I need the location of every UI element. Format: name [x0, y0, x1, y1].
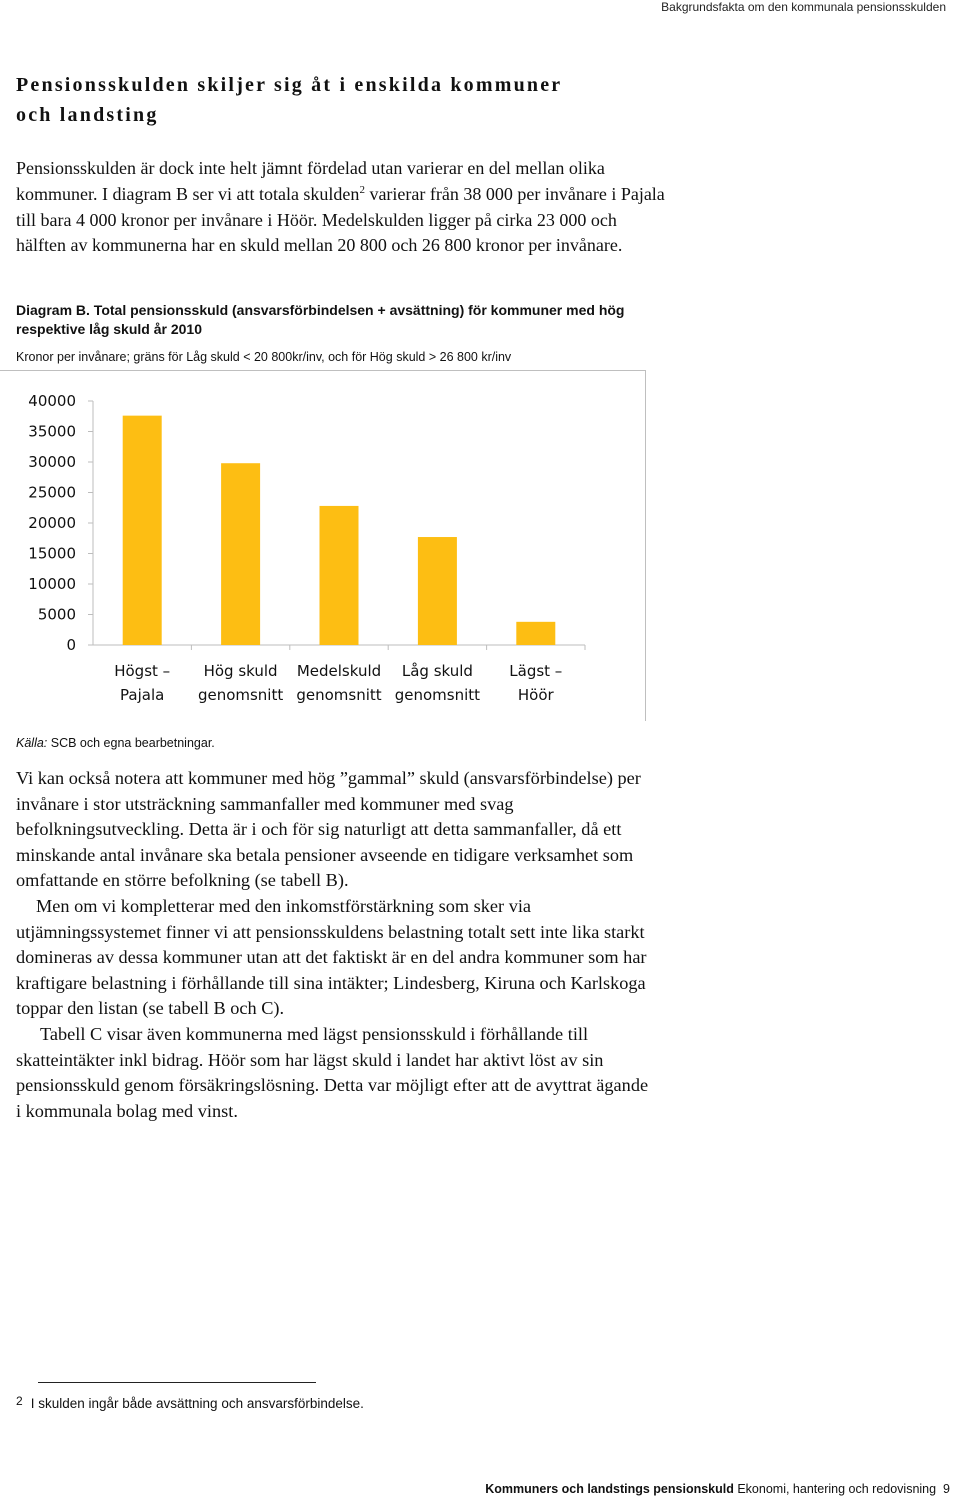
body-text [16, 766, 652, 1124]
y-ticks [28, 392, 93, 654]
footnote [16, 1396, 364, 1411]
category-label: Högst – [114, 662, 171, 680]
bar [123, 416, 162, 645]
page-footer [485, 1482, 950, 1496]
body-paragraph-1: Vi kan också notera att kommuner med hög ”gammal” skuld (ansvarsförbindelse) per invånare i stor utsträckning sammanfaller med kommuner med svag befolkningsutveckling. Detta är i och för sig naturligt att detta sammanfaller, då ett minskande antal invånare ska betala pensioner avseende en tidigare verksamhet som omfattande en större befolkning (se tabell B). [16, 768, 641, 891]
y-tick-label: 30000 [28, 453, 76, 471]
bar [221, 463, 260, 645]
footnote-text: I skulden ingår både avsättning och ansvarsförbindelse. [30, 1396, 364, 1411]
page-number: 9 [943, 1482, 950, 1496]
category-label: Höör [517, 686, 554, 704]
intro-paragraph [16, 156, 666, 259]
y-tick-label: 40000 [28, 392, 76, 410]
section-title-line-2: och landsting [16, 104, 159, 126]
y-tick-label: 15000 [28, 544, 76, 563]
source-note [16, 736, 215, 750]
running-head: Bakgrundsfakta om den kommunala pensionsskulden [661, 0, 946, 14]
category-label: genomsnitt [296, 686, 382, 704]
bar [320, 506, 359, 645]
diagram-title: Total pensionsskuld (ansvarsförbindelsen + avsättning) för kommuner med hög respektive låg skuld år 2010 [16, 302, 625, 337]
bars [123, 416, 585, 650]
category-label: Låg skuld [401, 662, 473, 680]
section-title [16, 70, 562, 130]
body-paragraph-2: Men om vi kompletterar med den inkomstförstärkning som sker via utjämningssystemet finner vi att pensionsskuldens belastning totalt sett inte lika starkt domineras av dessa kommuner utan att det faktiskt är en del andra kommuner som har kraftigare belastning i förhållande till sina intäkter; Lindesberg, Kiruna och Karlskoga toppar den listan (se tabell B och C). [16, 895, 647, 1019]
section-title-line-1: Pensionsskulden skiljer sig åt i enskilda kommuner [16, 74, 563, 96]
y-tick-label: 35000 [28, 422, 76, 441]
category-label: Pajala [120, 686, 165, 704]
bar-chart [0, 371, 645, 721]
category-label: Hög skuld [203, 662, 278, 680]
diagram-subtitle: Kronor per invånare; gräns för Låg skuld < 20 800kr/inv, och för Hög skuld > 26 800 kr/inv [16, 350, 512, 364]
y-tick-label: 10000 [28, 575, 76, 593]
y-tick-label: 0 [66, 636, 76, 654]
x-labels [114, 662, 562, 704]
category-label: Lägst – [509, 662, 563, 680]
footnote-ref: 2 [359, 183, 365, 196]
y-tick-label: 25000 [28, 483, 76, 502]
footnote-rule [38, 1382, 316, 1383]
y-tick-label: 20000 [28, 514, 76, 532]
footnote-mark: 2 [16, 1394, 23, 1408]
category-label: Medelskuld [296, 662, 382, 680]
footer-publication: Kommuners och landstings pensionskuld [485, 1482, 734, 1496]
body-paragraph-3: Tabell C visar även kommunerna med lägst pensionsskuld i förhållande till skatteintäkter inkl bidrag. Höör som har lägst skuld i landet har aktivt löst av sin pensionsskuld genom försäkringslösning. Detta var möjligt efter att de avyttrat ägande i kommunala bolag med vinst. [16, 1023, 649, 1121]
y-tick-label: 5000 [37, 605, 76, 624]
source-text: SCB och egna bearbetningar. [47, 736, 215, 750]
bar [516, 622, 555, 645]
source-label: Källa: [16, 736, 48, 750]
bar [418, 537, 457, 645]
category-label: genomsnitt [394, 686, 481, 704]
category-label: genomsnitt [197, 686, 284, 704]
diagram-heading [16, 301, 656, 339]
diagram-label: Diagram B. [16, 302, 90, 318]
footer-subtitle: Ekonomi, hantering och redovisning [733, 1482, 937, 1496]
intro-text-1: Pensionsskulden är dock inte helt jämnt fördelad utan varierar en del mellan olika kommuner. I diagram B ser vi att totala skulden [16, 158, 605, 204]
intro-text-2: varierar från 38 000 per invånare i Pajala till bara 4 000 kronor per invånare i Höör. Medelskulden ligger på cirka 23 000 och hälften av kommunerna har en skuld mellan 20 800 och 26 800 kronor per invånare. [16, 183, 665, 256]
chart-frame [0, 370, 646, 721]
